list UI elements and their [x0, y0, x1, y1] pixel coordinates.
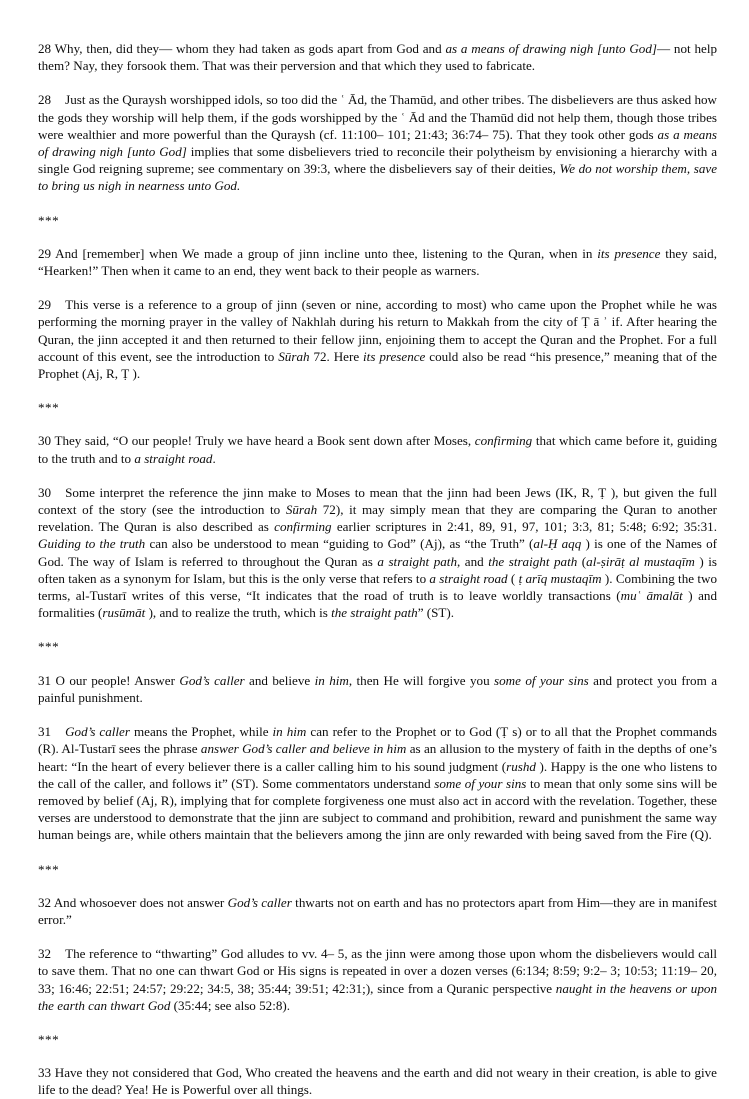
- verse-paragraph: 33 Have they not considered that God, Who created the heavens and the earth and did not weary in their creation, is able to give life to the dead? Yea! He is Powerful over all things.: [38, 1065, 717, 1098]
- commentary-paragraph: [38, 945, 717, 1014]
- commentary-text: This verse is a reference to a group of jinn (seven or nine, according to most) who came upon the Prophet while he was performing the morning prayer in the valley of Nakhlah during his return to Makkah from the city of Ṭ ā ʾ if. After hearing the Quran, the jinn accepted it and then returned to their fellow jinn, enjoining them to accept the Quran and the Prophet. For a full account of this event, see the introduction to Sūrah 72. Here its presence could also be read “his presence,” meaning that of the Prophet (Aj, R, Ṭ ).: [38, 297, 717, 382]
- commentary-paragraph: [38, 484, 717, 622]
- document-body: [38, 40, 717, 1099]
- commentary-number: 31: [38, 724, 52, 740]
- section-divider: ***: [38, 400, 60, 416]
- commentary-number: 32: [38, 946, 52, 962]
- section-divider: ***: [38, 1031, 60, 1047]
- verse-paragraph: 29 And [remember] when We made a group of jinn incline unto thee, listening to the Quran, when in its presence they said, “Hearken!” Then when it came to an end, they went back to their people as warners.: [38, 245, 717, 279]
- section-divider: ***: [38, 212, 60, 228]
- commentary-paragraph: [38, 723, 717, 843]
- commentary-text: Just as the Quraysh worshipped idols, so too did the ʿ Ād, the Thamūd, and other tribes. The disbelievers are thus asked how the gods they worship will help them, if the gods worshipped by the ʿ Ād and the Thamūd did not help them, though those tribes were wealthier and more powerful than the Quraysh (cf. 11:100– 101; 21:43; 36:74– 75). That they took other gods as a means of drawing nigh [unto God] implies that some disbelievers tried to reconcile their polytheism by envisioning a hierarchy with a single God reigning supreme; see commentary on 39:3, where the disbelievers say of their deities, We do not worship them, save to bring us nigh in nearness unto God.: [38, 92, 718, 194]
- verse-paragraph: 28 Why, then, did they— whom they had taken as gods apart from God and as a means of drawing nigh [unto God]— not help them? Nay, they forsook them. That was their perversion and that which they used to fabricate.: [38, 41, 718, 74]
- verse-paragraph: 30 They said, “O our people! Truly we have heard a Book sent down after Moses, confirming that which came before it, guiding to the truth and to a straight road.: [38, 433, 717, 466]
- commentary-text: The reference to “thwarting” God alludes to vv. 4– 5, as the jinn were among those upon whom the disbelievers would call to save them. That no one can thwart God or His signs is repeated in over a dozen verses (6:134; 8:59; 9:2– 3; 10:53; 11:19– 20, 33; 16:46; 22:51; 24:57; 29:22; 34:5, 38; 35:44; 39:51; 42:31;), since from a Quranic perspective naught in the heavens or upon the earth can thwart God (35:44; see also 52:8).: [38, 946, 717, 1013]
- verse-paragraph: 32 And whosoever does not answer God’s caller thwarts not on earth and has no protectors apart from Him—they are in manifest error.”: [38, 894, 717, 927]
- commentary-number: 28: [38, 92, 52, 108]
- commentary-text: God’s caller means the Prophet, while in him can refer to the Prophet or to God (Ṭ s) or to all that the Prophet commands (R). Al-Tustarī sees the phrase answer God’s caller and believe in him as an allusion to the mystery of faith in the depths of one’s heart: “In the heart of every believer there is a caller calling him to his sound judgment (rushd ). Happy is the one who listens to the call of the caller, and follows it” (ST). Some commentators understand some of your sins to mean that only some sins will be removed by belief (Aj, R), implying that for complete forgiveness one must also act in accord with the revelation. Together, these verses are understood to demonstrate that the jinn are subject to command and prohibition, reward and punishment the same way human beings are, while others maintain that the believers among the jinn are only rewarded with being saved from the Fire (Q).: [38, 724, 718, 843]
- verse-paragraph: 31 O our people! Answer God’s caller and believe in him, then He will forgive you some of your sins and protect you from a painful punishment.: [38, 672, 718, 705]
- commentary-paragraph: [38, 91, 717, 194]
- commentary-number: 29: [38, 297, 52, 313]
- section-divider: ***: [38, 861, 60, 877]
- section-divider: ***: [38, 639, 60, 655]
- commentary-paragraph: [38, 296, 717, 382]
- commentary-text: Some interpret the reference the jinn make to Moses to mean that the jinn had been Jews (IK, R, Ṭ ), but given the full context of the story (see the introduction to Sūrah 72), it may simply mean that they are comparing the Quran to another revelation. The Quran is also described as confirming earlier scriptures in 2:41, 89, 91, 97, 101; 3:3, 81; 5:48; 6:92; 35:31. Guiding to the truth can also be understood to mean “guiding to God” (Aj), as “the Truth” (al-Ḥ aqq ) is one of the Names of God. The way of Islam is referred to throughout the Quran as a straight path, and the straight path (al-ṣirāṭ al mustaqīm ) is often taken as a synonym for Islam, but this is the only verse that refers to a straight road ( ṭ arīq mustaqīm ). Combining the two terms, al-Tustarī writes of this verse, “It indicates that the road of truth is to leave worldly transactions (muʿ āmalāt ) and formalities (rusūmāt ), and to realize the truth, which is the straight path” (ST).: [38, 484, 718, 621]
- commentary-number: 30: [38, 484, 52, 500]
